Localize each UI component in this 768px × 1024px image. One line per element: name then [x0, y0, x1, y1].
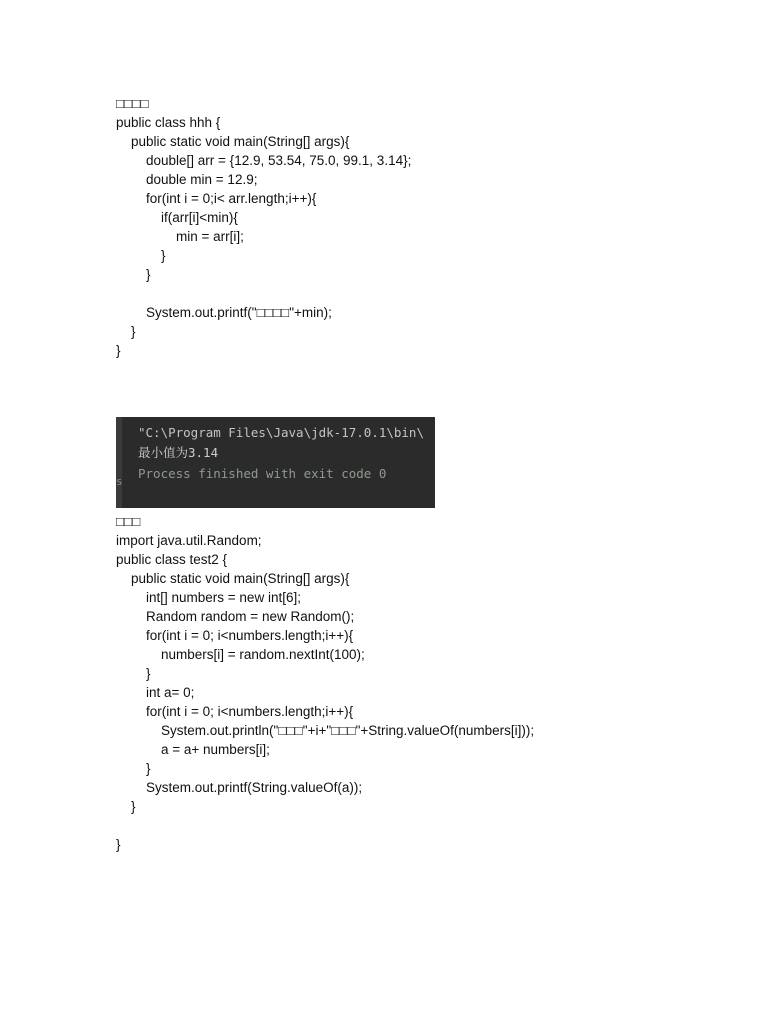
code-line: System.out.println("□□□"+i+"□□□"+String.valueOf(numbers[i])); — [116, 723, 535, 738]
console-output-screenshot — [116, 417, 435, 508]
code-line: public class test2 { — [116, 552, 228, 567]
console-gutter-mark: s — [116, 475, 123, 488]
code-line: int a= 0; — [116, 685, 195, 700]
code-line: for(int i = 0; i<numbers.length;i++){ — [116, 704, 354, 719]
code-line: a = a+ numbers[i]; — [116, 742, 270, 757]
section2-heading: □□□ — [116, 514, 141, 529]
code-line: } — [116, 248, 166, 263]
console-output-line: 最小值为3.14 — [138, 445, 219, 460]
code-line: } — [116, 761, 151, 776]
code-line: } — [116, 799, 136, 814]
code-line: public static void main(String[] args){ — [116, 134, 350, 149]
code-line: for(int i = 0; i<numbers.length;i++){ — [116, 628, 354, 643]
code-line: } — [116, 837, 121, 852]
console-path-line: "C:\Program Files\Java\jdk-17.0.1\bin\ — [138, 425, 424, 440]
code-line: System.out.printf(String.valueOf(a)); — [116, 780, 363, 795]
console-gutter — [116, 417, 122, 508]
code-line: numbers[i] = random.nextInt(100); — [116, 647, 365, 662]
code-line: double min = 12.9; — [116, 172, 258, 187]
code-line: public static void main(String[] args){ — [116, 571, 350, 586]
code-line: } — [116, 666, 151, 681]
code-line: Random random = new Random(); — [116, 609, 355, 624]
code-line: if(arr[i]<min){ — [116, 210, 238, 225]
code-line: } — [116, 267, 151, 282]
code-line: for(int i = 0;i< arr.length;i++){ — [116, 191, 317, 206]
code-line: public class hhh { — [116, 115, 221, 130]
console-exit-line: Process finished with exit code 0 — [138, 466, 387, 481]
code-line: System.out.printf("□□□□"+min); — [116, 305, 332, 320]
code-line: min = arr[i]; — [116, 229, 244, 244]
code-line: } — [116, 324, 136, 339]
section1-heading: □□□□ — [116, 96, 149, 111]
code-line: int[] numbers = new int[6]; — [116, 590, 301, 605]
code-line: import java.util.Random; — [116, 533, 262, 548]
code-line: } — [116, 343, 121, 358]
code-line: double[] arr = {12.9, 53.54, 75.0, 99.1, 3.14}; — [116, 153, 412, 168]
